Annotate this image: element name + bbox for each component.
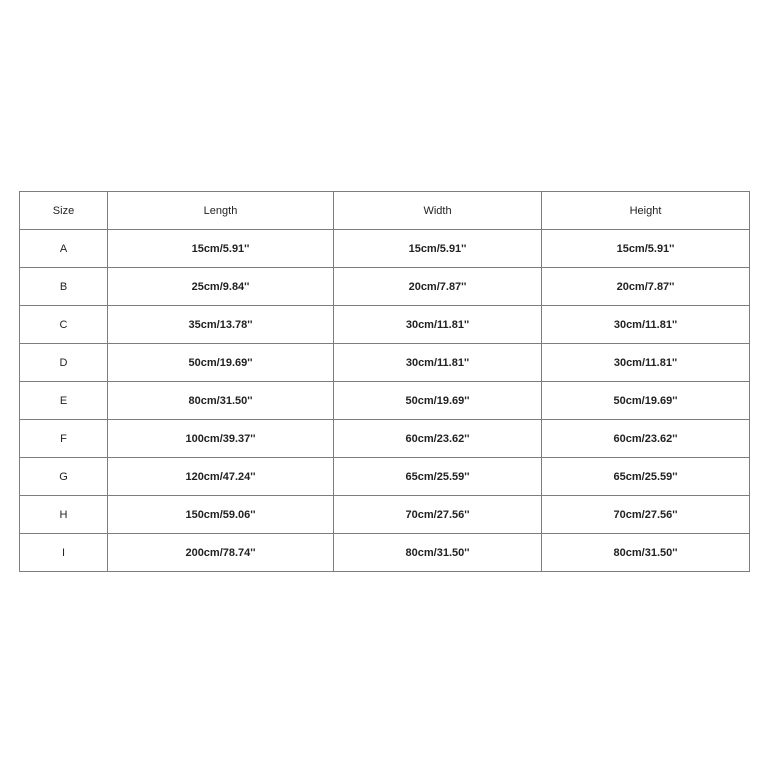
- width-cell: 80cm/31.50'': [334, 534, 542, 572]
- table-row: [20, 534, 750, 572]
- table-row: [20, 382, 750, 420]
- height-cell: 70cm/27.56'': [542, 496, 750, 534]
- height-cell: 65cm/25.59'': [542, 458, 750, 496]
- width-cell: 60cm/23.62'': [334, 420, 542, 458]
- size-cell: A: [20, 230, 108, 268]
- table-row: [20, 420, 750, 458]
- width-cell: 70cm/27.56'': [334, 496, 542, 534]
- length-cell: 15cm/5.91'': [108, 230, 334, 268]
- table-row: [20, 230, 750, 268]
- header-width: Width: [334, 192, 542, 230]
- size-cell: F: [20, 420, 108, 458]
- height-cell: 20cm/7.87'': [542, 268, 750, 306]
- width-cell: 30cm/11.81'': [334, 306, 542, 344]
- length-cell: 25cm/9.84'': [108, 268, 334, 306]
- size-cell: E: [20, 382, 108, 420]
- length-cell: 120cm/47.24'': [108, 458, 334, 496]
- size-chart-table: [19, 191, 750, 572]
- length-cell: 200cm/78.74'': [108, 534, 334, 572]
- length-cell: 80cm/31.50'': [108, 382, 334, 420]
- width-cell: 50cm/19.69'': [334, 382, 542, 420]
- width-cell: 20cm/7.87'': [334, 268, 542, 306]
- table-row: [20, 458, 750, 496]
- header-size: Size: [20, 192, 108, 230]
- length-cell: 50cm/19.69'': [108, 344, 334, 382]
- height-cell: 80cm/31.50'': [542, 534, 750, 572]
- size-cell: H: [20, 496, 108, 534]
- table-body: [20, 230, 750, 572]
- width-cell: 15cm/5.91'': [334, 230, 542, 268]
- size-cell: D: [20, 344, 108, 382]
- header-height: Height: [542, 192, 750, 230]
- height-cell: 50cm/19.69'': [542, 382, 750, 420]
- header-length: Length: [108, 192, 334, 230]
- width-cell: 65cm/25.59'': [334, 458, 542, 496]
- height-cell: 30cm/11.81'': [542, 306, 750, 344]
- size-cell: I: [20, 534, 108, 572]
- width-cell: 30cm/11.81'': [334, 344, 542, 382]
- table-row: [20, 306, 750, 344]
- size-cell: B: [20, 268, 108, 306]
- table-row: [20, 496, 750, 534]
- table-header: [20, 192, 750, 230]
- height-cell: 15cm/5.91'': [542, 230, 750, 268]
- table-row: [20, 344, 750, 382]
- length-cell: 100cm/39.37'': [108, 420, 334, 458]
- table-row: [20, 268, 750, 306]
- size-cell: G: [20, 458, 108, 496]
- header-row: [20, 192, 750, 230]
- height-cell: 30cm/11.81'': [542, 344, 750, 382]
- size-cell: C: [20, 306, 108, 344]
- height-cell: 60cm/23.62'': [542, 420, 750, 458]
- length-cell: 150cm/59.06'': [108, 496, 334, 534]
- length-cell: 35cm/13.78'': [108, 306, 334, 344]
